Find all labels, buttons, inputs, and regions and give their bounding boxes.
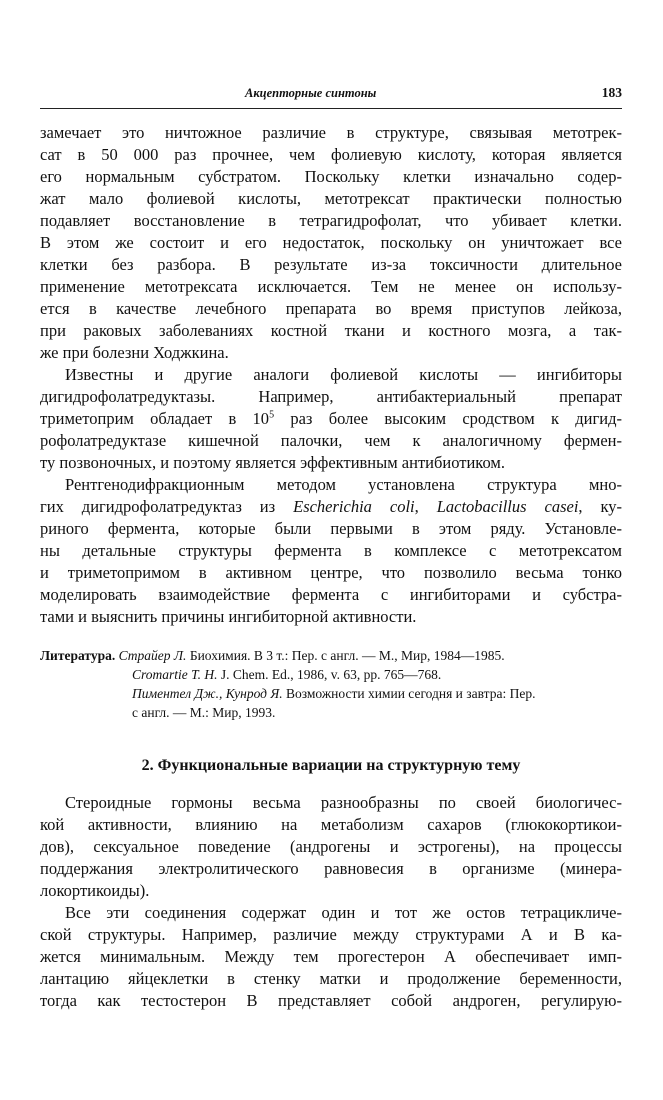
text-line: кой активности, влиянию на метаболизм сахаров (глюкокортикои- <box>40 815 622 834</box>
paragraph-1 <box>40 122 622 364</box>
book-page <box>40 0 622 1100</box>
running-title: Акцепторные синтоны <box>245 86 377 100</box>
text-line: при раковых заболеваниях костной ткани и костного мозга, а так- <box>40 321 622 340</box>
text-line: Известны и другие аналоги фолиевой кислоты — ингибиторы <box>65 365 622 384</box>
text-line: ской структуры. Например, различие между структурами А и В ка- <box>40 925 622 944</box>
main-text <box>40 122 622 722</box>
text-line: замечает это ничтожное различие в структуре, связывая метотрек- <box>40 123 622 142</box>
paragraph-2 <box>40 364 622 474</box>
text-fragment: раз более высоким сродством к дигид- <box>274 409 623 428</box>
page-header <box>40 84 622 102</box>
species-name: Lactobacillus casei <box>436 497 579 516</box>
text-line <box>40 496 622 518</box>
text-line: В этом же состоит и его недостаток, поскольку он уничтожает все <box>40 233 622 252</box>
text-line: локортикоиды). <box>40 881 150 900</box>
text-line: поддержания электролитического равновесия в организме (минера- <box>40 859 622 878</box>
paragraph-5 <box>40 902 622 1012</box>
section-heading: 2. Функциональные вариации на структурную тему <box>141 757 521 774</box>
text-line: его нормальным субстратом. Поскольку клетки изначально содер- <box>40 167 622 186</box>
reference-item <box>40 684 622 703</box>
references <box>40 646 622 722</box>
superscript: 5 <box>269 409 275 421</box>
text-fragment: гих дигидрофолатредуктаз из <box>40 497 294 516</box>
text-fragment: триметоприм обладает в 10 <box>40 409 270 428</box>
text-line <box>40 408 622 430</box>
paragraph-4 <box>40 792 622 902</box>
reference-text: J. Chem. Ed., 1986, v. 63, pp. 765—768. <box>217 667 442 682</box>
reference-text: Возможности химии сегодня и завтра: Пер. <box>282 686 536 701</box>
reference-continuation: с англ. — М.: Мир, 1993. <box>132 705 276 720</box>
text-line: и триметопримом в активном центре, что позволило весьма тонко <box>40 563 622 582</box>
text-line: ту позвоночных, и поэтому является эффективным антибиотиком. <box>40 453 505 472</box>
text-line: ны детальные структуры фермента в комплексе с метотрексатом <box>40 541 622 560</box>
references-label: Литература. <box>40 648 116 663</box>
text-line: применение метотрексата исключается. Тем не менее он использу- <box>40 277 622 296</box>
text-line: жат мало фолиевой кислоты, метотрексат практически полностью <box>40 189 622 208</box>
text-line: лантацию яйцеклетки в стенку матки и продолжение беременности, <box>40 969 622 988</box>
text-line: моделировать взаимодействие фермента с ингибиторами и субстра- <box>40 585 622 604</box>
text-line: Стероидные гормоны весьма разнообразны по своей биологичес- <box>65 793 622 812</box>
text-line: тогда как тестостерон В представляет собой андроген, регулирую- <box>40 991 622 1010</box>
reference-item <box>40 665 622 684</box>
header-rule <box>40 108 622 109</box>
reference-author: Пиментел Дж., Кунрод Я. <box>132 686 283 701</box>
text-fragment: , <box>414 497 437 516</box>
text-line: Все эти соединения содержат один и тот же остов тетрацикличе- <box>65 903 622 922</box>
text-line: ется в качестве лечебного препарата во время приступов лейкоза, <box>40 299 622 318</box>
text-line: же при болезни Ходжкина. <box>40 343 229 362</box>
species-name: Escherichia coli <box>293 497 415 516</box>
text-line: рофолатредуктазе кишечной палочки, чем к аналогичному фермен- <box>40 431 622 450</box>
text-line: клетки без разбора. В результате из-за токсичности длительное <box>40 255 622 274</box>
reference-author: Cromartie T. H. <box>132 667 218 682</box>
text-line: тами и выяснить причины ингибиторной активности. <box>40 607 417 626</box>
text-fragment: , ку- <box>578 497 623 516</box>
text-line: дов), сексуальное поведение (андрогены и эстрогены), на процессы <box>40 837 622 856</box>
text-line: дигидрофолатредуктазы. Например, антибактериальный препарат <box>40 387 622 406</box>
text-line: жется минимальным. Между тем прогестерон А обеспечивает имп- <box>40 947 622 966</box>
page-number: 183 <box>601 85 622 100</box>
text-line: Рентгенодифракционным методом установлена структура мно- <box>65 475 622 494</box>
paragraph-3 <box>40 474 622 628</box>
reference-item <box>40 646 622 665</box>
reference-text: Биохимия. В 3 т.: Пер. с англ. — М., Мир, 1984—1985. <box>186 648 505 663</box>
text-line: подавляет восстановление в тетрагидрофолат, что убивает клетки. <box>40 211 622 230</box>
section-text <box>40 792 622 1012</box>
text-line: риного фермента, которые были первыми в этом ряду. Установле- <box>40 519 622 538</box>
reference-author: Страйер Л. <box>118 648 187 663</box>
text-line: сат в 50 000 раз прочнее, чем фолиевую кислоту, которая является <box>40 145 622 164</box>
